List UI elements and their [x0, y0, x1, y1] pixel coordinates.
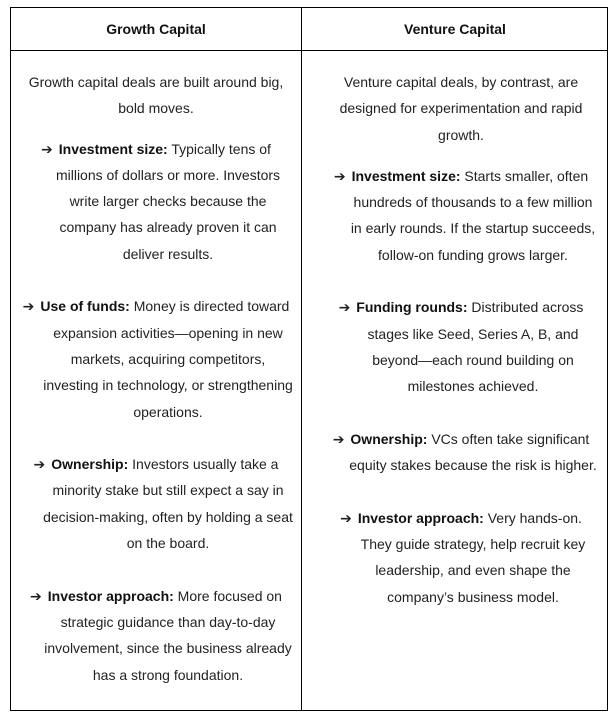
item-label: Investor approach: — [357, 509, 484, 526]
arrow-right-icon: ➔ — [338, 299, 351, 316]
venture-item-ownership — [317, 426, 605, 479]
item-text: Distributed across stages like Seed, Series A, B, and beyond—each round building on milestones achieved. — [367, 299, 584, 395]
item-label: Use of funds: — [40, 298, 130, 315]
growth-item-use-of-funds — [19, 293, 293, 424]
header-venture-capital: Venture Capital — [404, 21, 506, 37]
growth-capital-column — [19, 69, 293, 714]
arrow-right-icon: ➔ — [41, 140, 53, 157]
header-growth-capital: Growth Capital — [106, 21, 206, 37]
header-divider — [11, 50, 607, 51]
item-text: VCs often take significant equity stakes because the risk is higher. — [349, 430, 597, 474]
item-text: Investors usually take a minority stake but still expect a say in decision-making, often by holding a seat on the board. — [43, 456, 293, 552]
arrow-right-icon: ➔ — [30, 587, 42, 604]
venture-intro: Venture capital deals, by contrast, are designed for experimentation and rapid growth. — [339, 74, 583, 143]
item-label: Funding rounds: — [356, 299, 468, 316]
column-divider — [301, 8, 302, 710]
item-label: Ownership: — [51, 456, 129, 473]
item-text: Starts smaller, often hundreds of thousands to a few million in early rounds. If the startup succeeds, follow-on funding grows larger. — [350, 167, 596, 263]
item-label: Investment size: — [58, 140, 168, 157]
item-label: Investor approach: — [47, 587, 174, 604]
venture-item-investment-size — [317, 163, 605, 268]
item-label: Investment size: — [351, 167, 461, 184]
item-text: More focused on strategic guidance than day-to-day involvement, since the business already has a strong foundation. — [44, 587, 292, 683]
growth-item-ownership — [19, 451, 293, 556]
arrow-right-icon: ➔ — [332, 430, 345, 447]
venture-item-investor-approach — [317, 505, 605, 610]
item-text: Typically tens of millions of dollars or more. Investors write larger checks because the company has already proven it can deliver results. — [55, 140, 281, 262]
growth-intro: Growth capital deals are built around big, bold moves. — [28, 74, 284, 117]
item-label: Ownership: — [350, 430, 428, 447]
arrow-right-icon: ➔ — [22, 298, 35, 315]
comparison-table — [10, 7, 608, 711]
arrow-right-icon: ➔ — [340, 509, 352, 526]
growth-item-investment-size — [19, 136, 293, 267]
venture-item-funding-rounds — [317, 294, 605, 399]
item-text: Very hands-on. They guide strategy, help recruit key leadership, and even shape the company’s business model. — [360, 509, 586, 605]
growth-item-investor-approach — [19, 583, 293, 688]
arrow-right-icon: ➔ — [333, 167, 346, 184]
arrow-right-icon: ➔ — [33, 456, 46, 473]
venture-capital-column — [317, 69, 605, 636]
item-text: Money is directed toward expansion activities—opening in new markets, acquiring competitors, investing in technology, or strengthening operations. — [43, 298, 293, 420]
